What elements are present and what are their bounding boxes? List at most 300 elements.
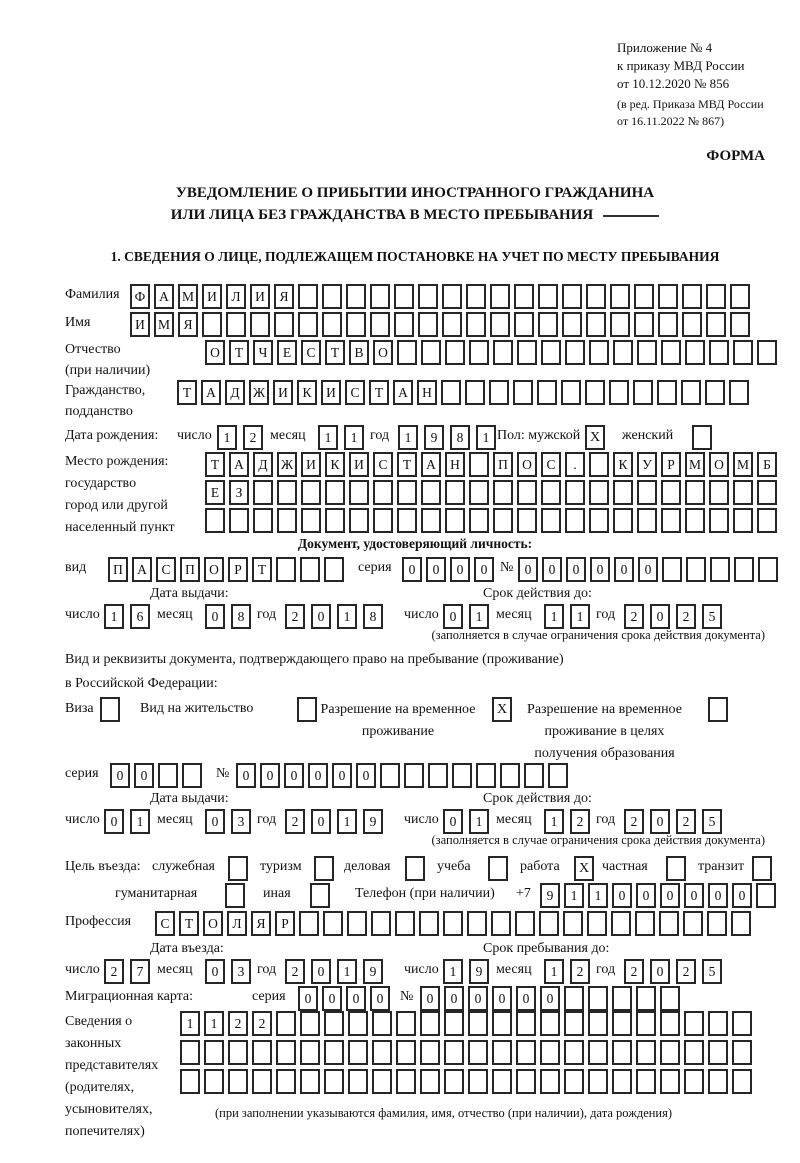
- char-cell[interactable]: [420, 1069, 440, 1094]
- char-cell[interactable]: И: [273, 380, 293, 405]
- char-cell[interactable]: 0: [636, 883, 656, 908]
- char-cell[interactable]: [684, 1069, 704, 1094]
- char-cell[interactable]: [707, 911, 727, 936]
- char-cell[interactable]: [301, 480, 321, 505]
- char-cell[interactable]: [182, 763, 202, 788]
- char-cell[interactable]: [613, 340, 633, 365]
- char-cell[interactable]: 0: [370, 986, 390, 1011]
- char-cell[interactable]: Т: [397, 452, 417, 477]
- char-cell[interactable]: 2: [104, 959, 124, 984]
- char-cell[interactable]: М: [685, 452, 705, 477]
- char-cell[interactable]: О: [517, 452, 537, 477]
- char-cell[interactable]: [444, 1040, 464, 1065]
- char-cell[interactable]: [565, 480, 585, 505]
- char-cell[interactable]: [564, 1040, 584, 1065]
- char-cell[interactable]: Б: [757, 452, 777, 477]
- char-cell[interactable]: [325, 508, 345, 533]
- char-cell[interactable]: [253, 508, 273, 533]
- char-cell[interactable]: [493, 340, 513, 365]
- char-cell[interactable]: [733, 340, 753, 365]
- sex-male-checkbox[interactable]: X: [585, 425, 605, 450]
- char-cell[interactable]: [443, 911, 463, 936]
- char-cell[interactable]: Р: [228, 557, 248, 582]
- char-cell[interactable]: [514, 312, 534, 337]
- char-cell[interactable]: [682, 284, 702, 309]
- char-cell[interactable]: [729, 380, 749, 405]
- purpose-opt-gumanitarnaya-checkbox[interactable]: [225, 883, 245, 908]
- char-cell[interactable]: 2: [243, 425, 263, 450]
- char-cell[interactable]: [372, 1040, 392, 1065]
- char-cell[interactable]: Т: [252, 557, 272, 582]
- char-cell[interactable]: [492, 1011, 512, 1036]
- char-cell[interactable]: [298, 312, 318, 337]
- char-cell[interactable]: [634, 284, 654, 309]
- char-cell[interactable]: [660, 986, 680, 1011]
- char-cell[interactable]: 1: [588, 883, 608, 908]
- char-cell[interactable]: 2: [624, 604, 644, 629]
- char-cell[interactable]: [469, 480, 489, 505]
- char-cell[interactable]: [732, 1011, 752, 1036]
- char-cell[interactable]: [346, 284, 366, 309]
- char-cell[interactable]: А: [421, 452, 441, 477]
- char-cell[interactable]: Я: [178, 312, 198, 337]
- char-cell[interactable]: [589, 340, 609, 365]
- char-cell[interactable]: И: [250, 284, 270, 309]
- char-cell[interactable]: [322, 312, 342, 337]
- char-cell[interactable]: 8: [363, 604, 383, 629]
- char-cell[interactable]: [733, 480, 753, 505]
- char-cell[interactable]: 2: [285, 809, 305, 834]
- char-cell[interactable]: [541, 480, 561, 505]
- char-cell[interactable]: [420, 1011, 440, 1036]
- char-cell[interactable]: [683, 911, 703, 936]
- char-cell[interactable]: [394, 284, 414, 309]
- char-cell[interactable]: [637, 508, 657, 533]
- char-cell[interactable]: [325, 480, 345, 505]
- char-cell[interactable]: С: [156, 557, 176, 582]
- char-cell[interactable]: [610, 284, 630, 309]
- char-cell[interactable]: [734, 557, 754, 582]
- char-cell[interactable]: 0: [205, 604, 225, 629]
- char-cell[interactable]: [538, 284, 558, 309]
- char-cell[interactable]: [708, 1069, 728, 1094]
- char-cell[interactable]: 0: [205, 959, 225, 984]
- char-cell[interactable]: 0: [443, 809, 463, 834]
- char-cell[interactable]: [611, 911, 631, 936]
- char-cell[interactable]: [228, 1069, 248, 1094]
- char-cell[interactable]: 2: [676, 959, 696, 984]
- char-cell[interactable]: 1: [443, 959, 463, 984]
- char-cell[interactable]: 0: [346, 986, 366, 1011]
- char-cell[interactable]: [252, 1069, 272, 1094]
- char-cell[interactable]: [562, 312, 582, 337]
- char-cell[interactable]: 0: [468, 986, 488, 1011]
- char-cell[interactable]: В: [349, 340, 369, 365]
- char-cell[interactable]: 0: [660, 883, 680, 908]
- char-cell[interactable]: [564, 1011, 584, 1036]
- char-cell[interactable]: А: [201, 380, 221, 405]
- char-cell[interactable]: [658, 284, 678, 309]
- char-cell[interactable]: [276, 1069, 296, 1094]
- char-cell[interactable]: [684, 1040, 704, 1065]
- char-cell[interactable]: [404, 763, 424, 788]
- char-cell[interactable]: Т: [179, 911, 199, 936]
- char-cell[interactable]: [445, 480, 465, 505]
- char-cell[interactable]: 0: [540, 986, 560, 1011]
- char-cell[interactable]: [732, 1069, 752, 1094]
- char-cell[interactable]: [637, 480, 657, 505]
- char-cell[interactable]: [541, 340, 561, 365]
- char-cell[interactable]: 0: [518, 557, 538, 582]
- char-cell[interactable]: [396, 1040, 416, 1065]
- char-cell[interactable]: [500, 763, 520, 788]
- char-cell[interactable]: [324, 1040, 344, 1065]
- char-cell[interactable]: А: [154, 284, 174, 309]
- char-cell[interactable]: [565, 340, 585, 365]
- char-cell[interactable]: [226, 312, 246, 337]
- char-cell[interactable]: 1: [337, 809, 357, 834]
- char-cell[interactable]: И: [202, 284, 222, 309]
- char-cell[interactable]: [635, 911, 655, 936]
- char-cell[interactable]: [637, 340, 657, 365]
- char-cell[interactable]: [516, 1040, 536, 1065]
- char-cell[interactable]: 0: [492, 986, 512, 1011]
- purpose-opt-sluzhebnaya-checkbox[interactable]: [228, 856, 248, 881]
- char-cell[interactable]: [228, 1040, 248, 1065]
- char-cell[interactable]: [373, 508, 393, 533]
- char-cell[interactable]: Н: [417, 380, 437, 405]
- char-cell[interactable]: [394, 312, 414, 337]
- char-cell[interactable]: 9: [424, 425, 444, 450]
- char-cell[interactable]: [731, 911, 751, 936]
- char-cell[interactable]: [323, 911, 343, 936]
- char-cell[interactable]: [612, 1040, 632, 1065]
- char-cell[interactable]: [586, 312, 606, 337]
- char-cell[interactable]: [516, 1011, 536, 1036]
- char-cell[interactable]: 0: [443, 604, 463, 629]
- char-cell[interactable]: [612, 1069, 632, 1094]
- char-cell[interactable]: 0: [426, 557, 446, 582]
- char-cell[interactable]: [418, 312, 438, 337]
- char-cell[interactable]: 0: [566, 557, 586, 582]
- char-cell[interactable]: З: [229, 480, 249, 505]
- char-cell[interactable]: [444, 1011, 464, 1036]
- char-cell[interactable]: И: [301, 452, 321, 477]
- char-cell[interactable]: [370, 312, 390, 337]
- char-cell[interactable]: [469, 452, 489, 477]
- char-cell[interactable]: 0: [450, 557, 470, 582]
- char-cell[interactable]: А: [393, 380, 413, 405]
- char-cell[interactable]: [685, 480, 705, 505]
- char-cell[interactable]: [730, 312, 750, 337]
- char-cell[interactable]: [348, 1011, 368, 1036]
- char-cell[interactable]: [348, 1040, 368, 1065]
- char-cell[interactable]: [659, 911, 679, 936]
- char-cell[interactable]: [524, 763, 544, 788]
- char-cell[interactable]: [442, 284, 462, 309]
- char-cell[interactable]: [609, 380, 629, 405]
- char-cell[interactable]: 0: [474, 557, 494, 582]
- char-cell[interactable]: [348, 1069, 368, 1094]
- char-cell[interactable]: 1: [337, 604, 357, 629]
- char-cell[interactable]: 0: [614, 557, 634, 582]
- char-cell[interactable]: 0: [332, 763, 352, 788]
- char-cell[interactable]: П: [108, 557, 128, 582]
- char-cell[interactable]: [452, 763, 472, 788]
- char-cell[interactable]: С: [301, 340, 321, 365]
- char-cell[interactable]: [347, 911, 367, 936]
- char-cell[interactable]: 1: [469, 809, 489, 834]
- char-cell[interactable]: [158, 763, 178, 788]
- char-cell[interactable]: [492, 1040, 512, 1065]
- char-cell[interactable]: [202, 312, 222, 337]
- char-cell[interactable]: К: [613, 452, 633, 477]
- char-cell[interactable]: С: [155, 911, 175, 936]
- char-cell[interactable]: [444, 1069, 464, 1094]
- char-cell[interactable]: 2: [676, 604, 696, 629]
- char-cell[interactable]: 0: [402, 557, 422, 582]
- char-cell[interactable]: [489, 380, 509, 405]
- char-cell[interactable]: Ж: [277, 452, 297, 477]
- char-cell[interactable]: [300, 1069, 320, 1094]
- char-cell[interactable]: 2: [624, 809, 644, 834]
- char-cell[interactable]: [324, 1011, 344, 1036]
- char-cell[interactable]: 0: [298, 986, 318, 1011]
- char-cell[interactable]: 1: [544, 809, 564, 834]
- char-cell[interactable]: [467, 911, 487, 936]
- char-cell[interactable]: 9: [363, 959, 383, 984]
- purpose-opt-turizm-checkbox[interactable]: [314, 856, 334, 881]
- char-cell[interactable]: [733, 508, 753, 533]
- char-cell[interactable]: [421, 480, 441, 505]
- char-cell[interactable]: 1: [337, 959, 357, 984]
- char-cell[interactable]: [515, 911, 535, 936]
- char-cell[interactable]: [660, 1011, 680, 1036]
- char-cell[interactable]: [250, 312, 270, 337]
- char-cell[interactable]: [636, 1069, 656, 1094]
- char-cell[interactable]: [468, 1040, 488, 1065]
- char-cell[interactable]: 0: [134, 763, 154, 788]
- char-cell[interactable]: [396, 1011, 416, 1036]
- char-cell[interactable]: К: [325, 452, 345, 477]
- char-cell[interactable]: 0: [612, 883, 632, 908]
- char-cell[interactable]: [708, 1040, 728, 1065]
- char-cell[interactable]: Д: [225, 380, 245, 405]
- char-cell[interactable]: [418, 284, 438, 309]
- char-cell[interactable]: [445, 508, 465, 533]
- char-cell[interactable]: [380, 763, 400, 788]
- char-cell[interactable]: [346, 312, 366, 337]
- char-cell[interactable]: [686, 557, 706, 582]
- char-cell[interactable]: [589, 508, 609, 533]
- char-cell[interactable]: О: [203, 911, 223, 936]
- char-cell[interactable]: [469, 508, 489, 533]
- char-cell[interactable]: 3: [231, 809, 251, 834]
- purpose-opt-delovaya-checkbox[interactable]: [405, 856, 425, 881]
- char-cell[interactable]: [634, 312, 654, 337]
- char-cell[interactable]: 0: [284, 763, 304, 788]
- char-cell[interactable]: 0: [260, 763, 280, 788]
- char-cell[interactable]: 0: [684, 883, 704, 908]
- char-cell[interactable]: [516, 1069, 536, 1094]
- char-cell[interactable]: 0: [356, 763, 376, 788]
- char-cell[interactable]: [562, 284, 582, 309]
- char-cell[interactable]: [706, 284, 726, 309]
- sex-female-checkbox[interactable]: [692, 425, 712, 450]
- char-cell[interactable]: М: [154, 312, 174, 337]
- char-cell[interactable]: [513, 380, 533, 405]
- char-cell[interactable]: 1: [130, 809, 150, 834]
- char-cell[interactable]: 2: [252, 1011, 272, 1036]
- char-cell[interactable]: Т: [325, 340, 345, 365]
- char-cell[interactable]: [370, 284, 390, 309]
- char-cell[interactable]: [322, 284, 342, 309]
- char-cell[interactable]: 1: [544, 959, 564, 984]
- char-cell[interactable]: [588, 1069, 608, 1094]
- char-cell[interactable]: [180, 1040, 200, 1065]
- char-cell[interactable]: 0: [311, 809, 331, 834]
- rvp-checkbox[interactable]: X: [492, 697, 512, 722]
- char-cell[interactable]: [587, 911, 607, 936]
- char-cell[interactable]: 9: [540, 883, 560, 908]
- char-cell[interactable]: [397, 508, 417, 533]
- char-cell[interactable]: [252, 1040, 272, 1065]
- char-cell[interactable]: 2: [570, 809, 590, 834]
- char-cell[interactable]: 1: [104, 604, 124, 629]
- char-cell[interactable]: [428, 763, 448, 788]
- char-cell[interactable]: М: [178, 284, 198, 309]
- char-cell[interactable]: [276, 557, 296, 582]
- char-cell[interactable]: [657, 380, 677, 405]
- char-cell[interactable]: [564, 1069, 584, 1094]
- char-cell[interactable]: [421, 508, 441, 533]
- char-cell[interactable]: [490, 284, 510, 309]
- char-cell[interactable]: И: [321, 380, 341, 405]
- char-cell[interactable]: 0: [650, 604, 670, 629]
- char-cell[interactable]: 1: [344, 425, 364, 450]
- char-cell[interactable]: [660, 1040, 680, 1065]
- char-cell[interactable]: 6: [130, 604, 150, 629]
- char-cell[interactable]: [588, 1040, 608, 1065]
- char-cell[interactable]: [493, 508, 513, 533]
- char-cell[interactable]: [300, 1040, 320, 1065]
- char-cell[interactable]: 2: [285, 604, 305, 629]
- char-cell[interactable]: [537, 380, 557, 405]
- char-cell[interactable]: [681, 380, 701, 405]
- char-cell[interactable]: [324, 1069, 344, 1094]
- char-cell[interactable]: [705, 380, 725, 405]
- char-cell[interactable]: Ж: [249, 380, 269, 405]
- char-cell[interactable]: [662, 557, 682, 582]
- char-cell[interactable]: [492, 1069, 512, 1094]
- purpose-opt-ucheba-checkbox[interactable]: [488, 856, 508, 881]
- char-cell[interactable]: [636, 986, 656, 1011]
- char-cell[interactable]: [301, 508, 321, 533]
- char-cell[interactable]: О: [204, 557, 224, 582]
- char-cell[interactable]: 2: [676, 809, 696, 834]
- char-cell[interactable]: П: [180, 557, 200, 582]
- char-cell[interactable]: 0: [638, 557, 658, 582]
- char-cell[interactable]: О: [205, 340, 225, 365]
- char-cell[interactable]: [229, 508, 249, 533]
- char-cell[interactable]: 0: [236, 763, 256, 788]
- char-cell[interactable]: 0: [205, 809, 225, 834]
- char-cell[interactable]: 0: [590, 557, 610, 582]
- char-cell[interactable]: [276, 1011, 296, 1036]
- char-cell[interactable]: [585, 380, 605, 405]
- char-cell[interactable]: [493, 480, 513, 505]
- char-cell[interactable]: [636, 1040, 656, 1065]
- char-cell[interactable]: 8: [231, 604, 251, 629]
- char-cell[interactable]: [661, 508, 681, 533]
- char-cell[interactable]: [589, 452, 609, 477]
- char-cell[interactable]: [277, 480, 297, 505]
- char-cell[interactable]: [204, 1040, 224, 1065]
- purpose-opt-chastnaya-checkbox[interactable]: [666, 856, 686, 881]
- char-cell[interactable]: [709, 340, 729, 365]
- char-cell[interactable]: [757, 480, 777, 505]
- char-cell[interactable]: [708, 1011, 728, 1036]
- char-cell[interactable]: [706, 312, 726, 337]
- char-cell[interactable]: [517, 340, 537, 365]
- char-cell[interactable]: С: [345, 380, 365, 405]
- char-cell[interactable]: [371, 911, 391, 936]
- char-cell[interactable]: 1: [544, 604, 564, 629]
- char-cell[interactable]: [588, 986, 608, 1011]
- char-cell[interactable]: 5: [702, 959, 722, 984]
- char-cell[interactable]: Л: [226, 284, 246, 309]
- char-cell[interactable]: [205, 508, 225, 533]
- char-cell[interactable]: Я: [251, 911, 271, 936]
- char-cell[interactable]: [180, 1069, 200, 1094]
- char-cell[interactable]: 2: [285, 959, 305, 984]
- char-cell[interactable]: [541, 508, 561, 533]
- char-cell[interactable]: 1: [564, 883, 584, 908]
- char-cell[interactable]: 0: [708, 883, 728, 908]
- char-cell[interactable]: 9: [363, 809, 383, 834]
- char-cell[interactable]: [441, 380, 461, 405]
- char-cell[interactable]: [682, 312, 702, 337]
- char-cell[interactable]: [538, 312, 558, 337]
- char-cell[interactable]: 1: [476, 425, 496, 450]
- char-cell[interactable]: 0: [308, 763, 328, 788]
- char-cell[interactable]: [539, 911, 559, 936]
- char-cell[interactable]: 9: [469, 959, 489, 984]
- char-cell[interactable]: [685, 508, 705, 533]
- char-cell[interactable]: 0: [732, 883, 752, 908]
- char-cell[interactable]: [684, 1011, 704, 1036]
- char-cell[interactable]: [589, 480, 609, 505]
- char-cell[interactable]: 0: [650, 809, 670, 834]
- char-cell[interactable]: М: [733, 452, 753, 477]
- char-cell[interactable]: 1: [398, 425, 418, 450]
- char-cell[interactable]: [633, 380, 653, 405]
- char-cell[interactable]: [732, 1040, 752, 1065]
- char-cell[interactable]: [204, 1069, 224, 1094]
- char-cell[interactable]: [420, 1040, 440, 1065]
- char-cell[interactable]: Д: [253, 452, 273, 477]
- char-cell[interactable]: [324, 557, 344, 582]
- char-cell[interactable]: [565, 508, 585, 533]
- char-cell[interactable]: [685, 340, 705, 365]
- char-cell[interactable]: 0: [420, 986, 440, 1011]
- char-cell[interactable]: [757, 340, 777, 365]
- char-cell[interactable]: [636, 1011, 656, 1036]
- char-cell[interactable]: [490, 312, 510, 337]
- char-cell[interactable]: [276, 1040, 296, 1065]
- purpose-opt-inaya-checkbox[interactable]: [310, 883, 330, 908]
- purpose-opt-tranzit-checkbox[interactable]: [752, 856, 772, 881]
